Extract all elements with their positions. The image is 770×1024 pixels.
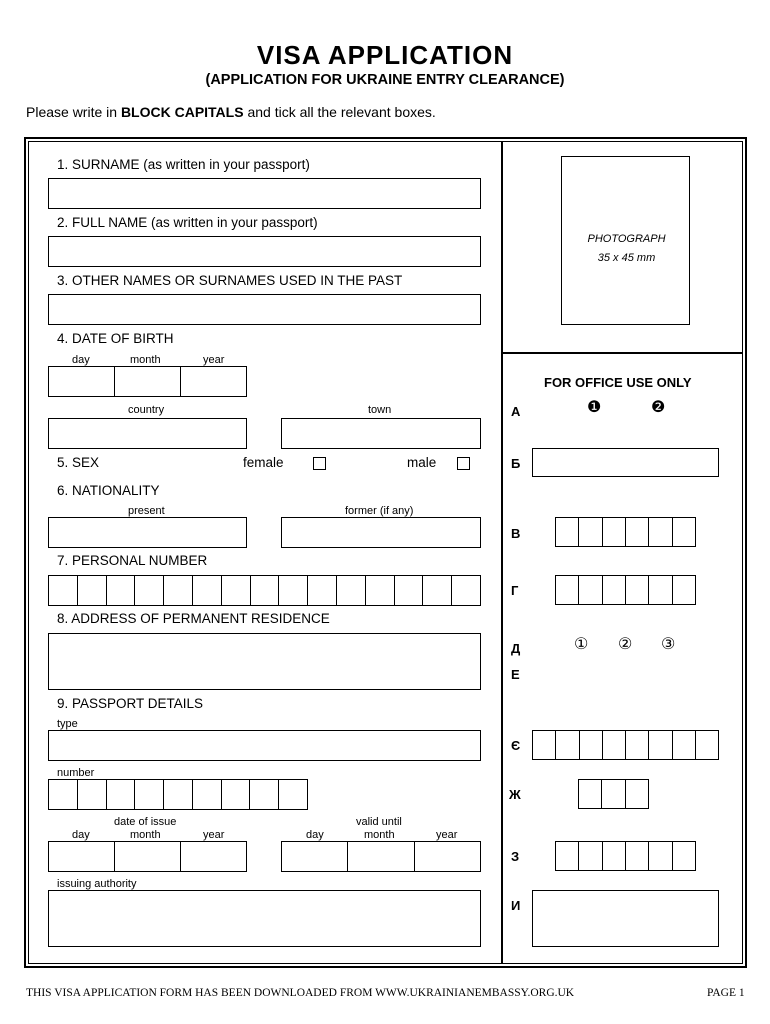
passport-number-cell[interactable] (164, 780, 193, 809)
office-cell[interactable] (602, 780, 625, 808)
nationality-present-label: present (128, 505, 165, 517)
office-label-ye: Є (511, 738, 521, 753)
office-cell[interactable] (533, 731, 556, 759)
personal-number-cell[interactable] (279, 576, 308, 605)
dob-month-cell[interactable] (115, 367, 181, 396)
photo-size: 35 x 45 mm (597, 252, 656, 264)
personal-number-label: 7. PERSONAL NUMBER (57, 553, 208, 568)
valid-month-cell[interactable] (348, 842, 414, 871)
personal-number-cell[interactable] (395, 576, 424, 605)
office-field-y[interactable] (532, 890, 719, 947)
dob-day-cell[interactable] (49, 367, 115, 396)
office-cell[interactable] (603, 518, 626, 546)
passport-number-cell[interactable] (78, 780, 107, 809)
personal-number-cell[interactable] (164, 576, 193, 605)
office-cell[interactable] (556, 731, 579, 759)
passport-number-cell[interactable] (135, 780, 164, 809)
office-cell[interactable] (626, 780, 648, 808)
dob-day-label: day (72, 354, 90, 366)
passport-number-field[interactable] (48, 779, 308, 810)
office-field-v[interactable] (555, 517, 696, 547)
office-cell[interactable] (673, 731, 696, 759)
office-cell[interactable] (649, 731, 672, 759)
instruction-prefix: Please write in (26, 104, 121, 120)
nationality-present-field[interactable] (48, 517, 247, 548)
valid-year-cell[interactable] (415, 842, 480, 871)
office-mark-2: ❷ (651, 399, 666, 416)
passport-number-cell[interactable] (279, 780, 307, 809)
office-label-z: З (511, 849, 520, 864)
personal-number-cell[interactable] (135, 576, 164, 605)
nationality-former-label: former (if any) (345, 505, 414, 517)
office-label-zh: Ж (509, 787, 521, 802)
instructions (26, 104, 436, 120)
office-cell[interactable] (556, 518, 579, 546)
office-field-b[interactable] (532, 448, 719, 477)
office-cell[interactable] (579, 576, 602, 604)
surname-label: 1. SURNAME (as written in your passport) (57, 157, 310, 172)
office-cell[interactable] (673, 842, 695, 870)
issue-year-label: year (203, 829, 225, 841)
office-cell[interactable] (579, 518, 602, 546)
dob-year-cell[interactable] (181, 367, 246, 396)
issue-year-cell[interactable] (181, 842, 246, 871)
male-label: male (407, 455, 437, 470)
issue-date-label: date of issue (114, 816, 177, 828)
photo-divider (503, 352, 743, 354)
personal-number-cell[interactable] (366, 576, 395, 605)
passport-number-label: number (57, 767, 95, 779)
office-cell[interactable] (673, 518, 695, 546)
valid-until-field[interactable] (281, 841, 481, 872)
issuing-authority-label: issuing authority (57, 878, 137, 890)
office-circle-1[interactable]: ① (574, 636, 589, 653)
birth-town-label: town (368, 404, 392, 416)
other-names-field[interactable] (48, 294, 481, 325)
personal-number-cell[interactable] (423, 576, 452, 605)
address-label: 8. ADDRESS OF PERMANENT RESIDENCE (57, 611, 330, 626)
office-cell[interactable] (603, 842, 626, 870)
form-title: VISA APPLICATION (256, 40, 514, 70)
surname-field[interactable] (48, 178, 481, 209)
office-cell[interactable] (556, 576, 579, 604)
office-cell[interactable] (579, 780, 602, 808)
issue-day-cell[interactable] (49, 842, 115, 871)
page-number: PAGE 1 (707, 987, 745, 999)
instruction-suffix: and tick all the relevant boxes. (243, 104, 436, 120)
female-checkbox[interactable] (313, 457, 326, 470)
issue-day-label: day (72, 829, 90, 841)
birth-country-field[interactable] (48, 418, 247, 449)
other-names-label: 3. OTHER NAMES OR SURNAMES USED IN THE PAST (57, 273, 403, 288)
full-name-field[interactable] (48, 236, 481, 267)
office-cell[interactable] (626, 518, 649, 546)
office-field-ye[interactable] (532, 730, 719, 760)
office-label-y: И (511, 898, 521, 913)
passport-number-cell[interactable] (193, 780, 222, 809)
dob-label: 4. DATE OF BIRTH (57, 331, 174, 346)
personal-number-cell[interactable] (78, 576, 107, 605)
personal-number-cell[interactable] (193, 576, 222, 605)
dob-field[interactable] (48, 366, 247, 397)
nationality-label: 6. NATIONALITY (57, 483, 160, 498)
personal-number-cell[interactable] (222, 576, 251, 605)
passport-type-label: type (57, 718, 78, 730)
birth-town-field[interactable] (281, 418, 481, 449)
personal-number-field[interactable] (48, 575, 481, 606)
passport-number-cell[interactable] (49, 780, 78, 809)
office-cell[interactable] (580, 731, 603, 759)
office-mark-1: ❶ (587, 399, 602, 416)
valid-until-label: valid until (356, 816, 402, 828)
office-cell[interactable] (626, 576, 649, 604)
address-field[interactable] (48, 633, 481, 690)
passport-number-cell[interactable] (222, 780, 251, 809)
office-cell[interactable] (649, 518, 672, 546)
valid-day-label: day (306, 829, 324, 841)
nationality-former-field[interactable] (281, 517, 481, 548)
office-label-e: Е (511, 667, 520, 682)
office-circle-3[interactable]: ③ (661, 636, 676, 653)
office-label-d: Д (511, 641, 521, 656)
office-use-title: FOR OFFICE USE ONLY (544, 375, 692, 390)
male-checkbox[interactable] (457, 457, 470, 470)
birth-country-label: country (128, 404, 165, 416)
office-label-v: В (511, 526, 521, 541)
office-cell[interactable] (649, 842, 672, 870)
office-cell[interactable] (626, 731, 649, 759)
valid-year-label: year (436, 829, 458, 841)
issue-date-field[interactable] (48, 841, 247, 872)
valid-month-label: month (364, 829, 395, 841)
personal-number-cell[interactable] (251, 576, 280, 605)
personal-number-cell[interactable] (308, 576, 337, 605)
dob-month-label: month (130, 354, 161, 366)
office-cell[interactable] (696, 731, 718, 759)
personal-number-cell[interactable] (107, 576, 136, 605)
office-field-g[interactable] (555, 575, 696, 605)
footer-note: THIS VISA APPLICATION FORM HAS BEEN DOWNLOADED FROM WWW.UKRAINIANEMBASSY.ORG.UK (26, 987, 575, 999)
issue-month-label: month (130, 829, 161, 841)
passport-type-field[interactable] (48, 730, 481, 761)
personal-number-cell[interactable] (49, 576, 78, 605)
issue-month-cell[interactable] (115, 842, 181, 871)
photo-label: PHOTOGRAPH (587, 233, 666, 245)
passport-label: 9. PASSPORT DETAILS (57, 696, 204, 711)
full-name-label: 2. FULL NAME (as written in your passport) (57, 215, 318, 230)
valid-day-cell[interactable] (282, 842, 348, 871)
sex-label: 5. SEX (57, 455, 100, 470)
passport-number-cell[interactable] (107, 780, 136, 809)
personal-number-cell[interactable] (452, 576, 480, 605)
issuing-authority-field[interactable] (48, 890, 481, 947)
office-cell[interactable] (556, 842, 579, 870)
office-label-g: Г (511, 583, 519, 598)
office-cell[interactable] (579, 842, 602, 870)
instruction-bold: BLOCK CAPITALS (120, 104, 244, 120)
personal-number-cell[interactable] (337, 576, 366, 605)
office-cell[interactable] (626, 842, 649, 870)
column-divider (501, 141, 503, 964)
form-subtitle: (APPLICATION FOR UKRAINE ENTRY CLEARANCE) (205, 72, 565, 88)
female-label: female (243, 455, 284, 470)
office-label-b: Б (511, 456, 521, 471)
office-cell[interactable] (603, 731, 626, 759)
office-label-a: А (511, 404, 521, 419)
office-field-zh[interactable] (578, 779, 649, 809)
office-circle-2[interactable]: ② (618, 636, 633, 653)
office-cell[interactable] (649, 576, 672, 604)
office-cell[interactable] (603, 576, 626, 604)
office-cell[interactable] (673, 576, 695, 604)
office-field-z[interactable] (555, 841, 696, 871)
passport-number-cell[interactable] (250, 780, 279, 809)
photo-box (561, 156, 690, 325)
dob-year-label: year (203, 354, 225, 366)
